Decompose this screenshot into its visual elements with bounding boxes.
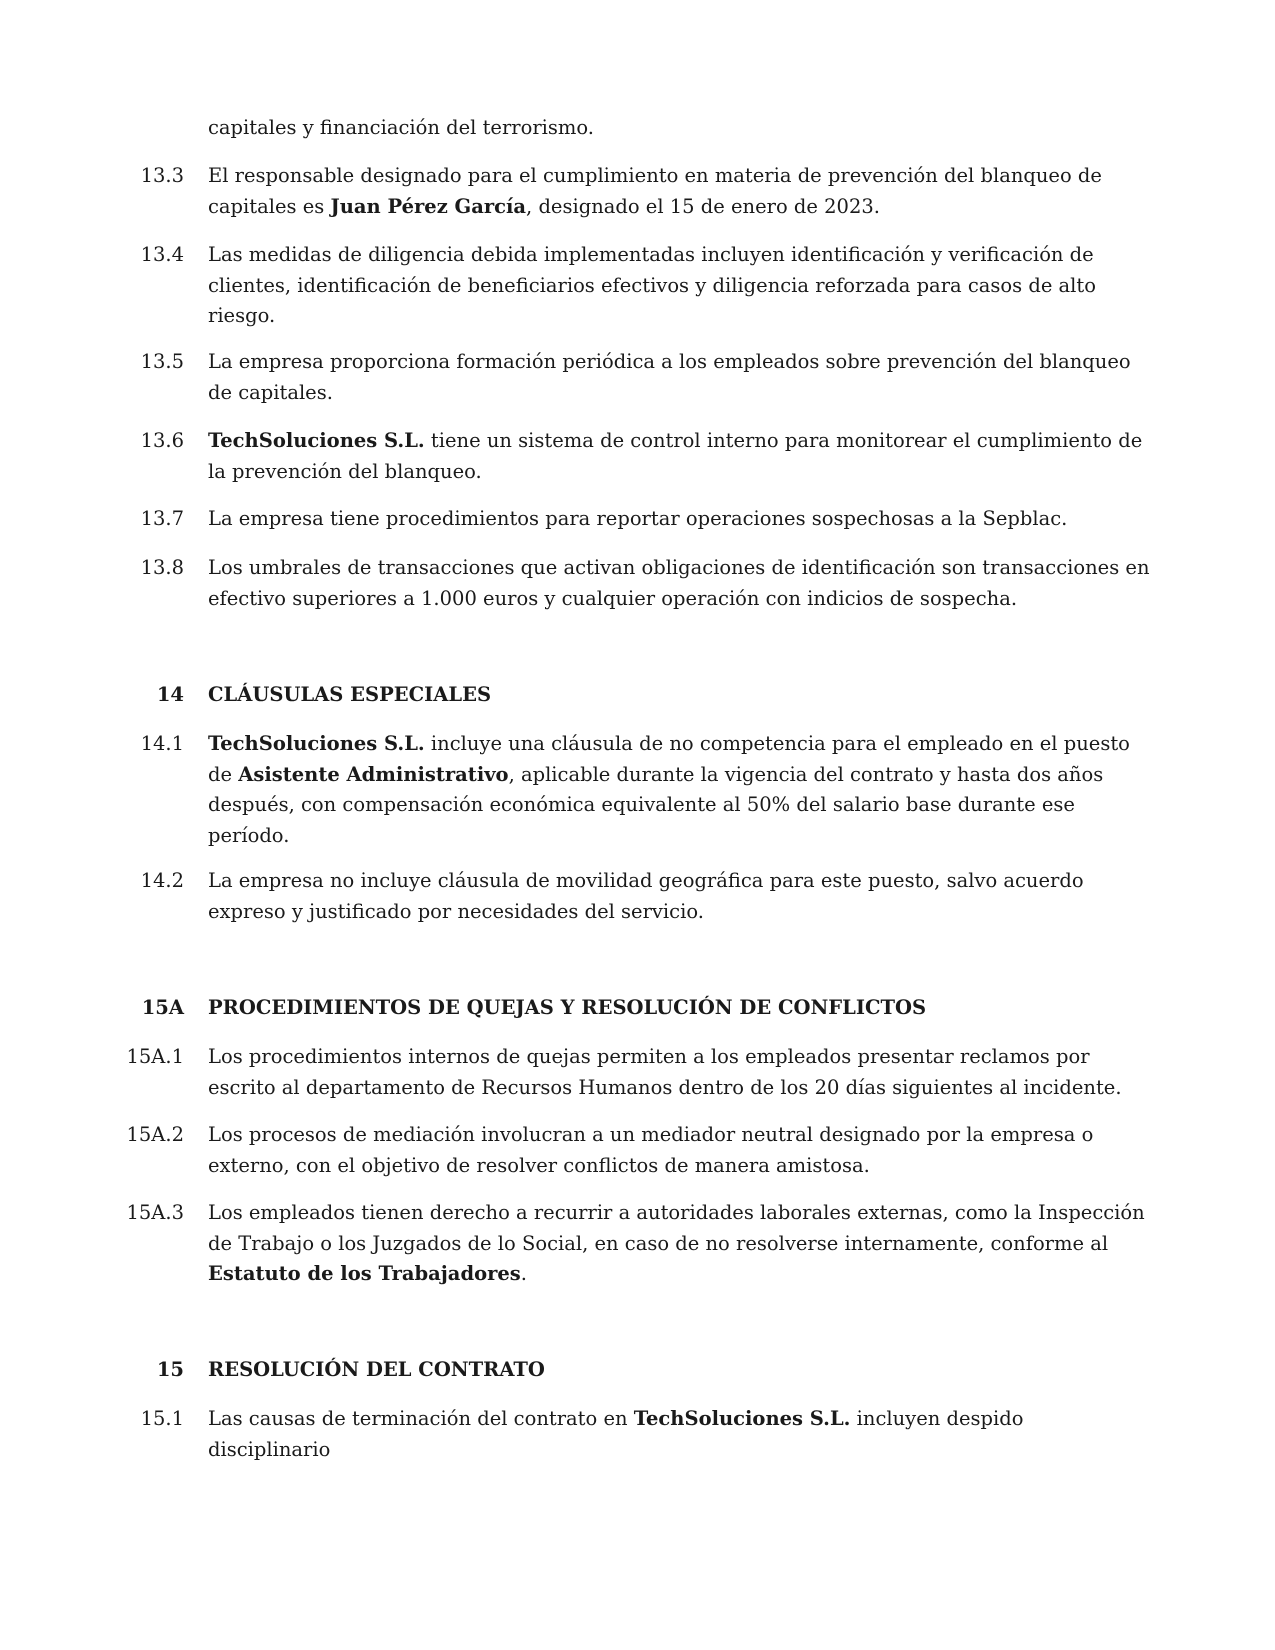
section-15-heading: [120, 1355, 1150, 1386]
clause-14-1: [120, 729, 1150, 851]
clause-14-2: [120, 866, 1150, 927]
continuation-paragraph: [120, 113, 1150, 144]
clause-number: 15.1: [140, 1407, 184, 1430]
clause-number: 14.1: [140, 732, 184, 755]
clause-number: 13.4: [140, 243, 184, 266]
section-number: 14: [156, 683, 184, 706]
clause-13-8: [120, 553, 1150, 614]
clause-13-7: [120, 504, 1150, 535]
section-title: RESOLUCIÓN DEL CONTRATO: [208, 1358, 545, 1381]
job-title: Asistente Administrativo: [238, 762, 509, 786]
empty-number: [120, 113, 208, 144]
clause-text: Las medidas de diligencia debida implementadas incluyen identificación y verificación de clientes, identificación de beneficiarios efectivos y diligencia reforzada para casos de alto riesgo.: [208, 243, 1096, 327]
clause-number: 13.8: [140, 556, 184, 579]
clause-number: 13.3: [140, 164, 184, 187]
section-15a-heading: [120, 993, 1150, 1024]
clause-text: La empresa no incluye cláusula de movilidad geográfica para este puesto, salvo acuerdo expreso y justificado por necesidades del servicio.: [208, 869, 1084, 923]
clause-13-6: [120, 426, 1150, 487]
clause-number: 14.2: [140, 869, 184, 892]
clause-text: [208, 1198, 1150, 1290]
clause-13-4: [120, 240, 1150, 332]
clause-text: Los procesos de mediación involucran a un mediador neutral designado por la empresa o externo, con el objetivo de resolver conflictos de manera amistosa.: [208, 1123, 1094, 1177]
company-name: TechSoluciones S.L.: [208, 732, 425, 755]
clause-number: 13.7: [140, 507, 184, 530]
clause-15a-2: [120, 1120, 1150, 1181]
section-number: 15A: [141, 996, 184, 1019]
clause-number: 15A.2: [126, 1123, 184, 1146]
clause-number: 15A.3: [126, 1201, 184, 1224]
clause-13-5: [120, 347, 1150, 408]
clause-text-part: incluye una cláusula de no competencia para el empleado en el puesto de: [208, 732, 1130, 786]
clause-text-part: .: [520, 1262, 527, 1285]
section-14-heading: [120, 680, 1150, 711]
clause-text: Los umbrales de transacciones que activan obligaciones de identificación son transacciones en efectivo superiores a 1.000 euros y cualquier operación con indicios de sospecha.: [208, 556, 1150, 610]
section-number: 15: [156, 1358, 184, 1381]
clause-text: La empresa tiene procedimientos para reportar operaciones sospechosas a la Sepblac.: [208, 507, 1068, 530]
clause-text-part: El responsable designado para el cumplimiento en materia de prevención del blanqueo de capitales es: [208, 164, 1102, 218]
paragraph-text: capitales y financiación del terrorismo.: [208, 116, 594, 139]
responsible-name: Juan Pérez García: [330, 194, 527, 218]
section-title: CLÁUSULAS ESPECIALES: [208, 683, 492, 706]
clause-text-part: Las causas de terminación del contrato en: [208, 1407, 634, 1430]
clause-text: Los procedimientos internos de quejas permiten a los empleados presentar reclamos por escrito al departamento de Recursos Humanos dentro de los 20 días siguientes al incidente.: [208, 1045, 1122, 1099]
clause-text-part: , designado el 15 de enero de 2023.: [526, 194, 880, 218]
clause-15a-3: [120, 1198, 1150, 1290]
clause-text-part: tiene un sistema de control interno para monitorear el cumplimiento de la prevención del blanqueo.: [208, 429, 1143, 483]
company-name: TechSoluciones S.L.: [208, 429, 425, 452]
clause-text-part: , aplicable durante la vigencia del contrato y hasta dos años después, con compensación económica equivalente al 50% del salario base durante ese período.: [208, 762, 1104, 847]
clause-text: [208, 1404, 1150, 1465]
clause-text: La empresa proporciona formación periódica a los empleados sobre prevención del blanqueo de capitales.: [208, 350, 1131, 404]
clause-text-part: Los empleados tienen derecho a recurrir a autoridades laborales externas, como la Inspección de Trabajo o los Juzgados de lo Social, en caso de no resolverse internamente, conforme al: [208, 1201, 1145, 1255]
clause-text: [208, 729, 1150, 851]
clause-number: 13.6: [140, 429, 184, 452]
clause-text: [208, 426, 1150, 487]
section-title: PROCEDIMIENTOS DE QUEJAS Y RESOLUCIÓN DE CONFLICTOS: [208, 996, 927, 1019]
clause-text: [208, 161, 1150, 222]
clause-15-1: [120, 1404, 1150, 1465]
company-name: TechSoluciones S.L.: [633, 1407, 851, 1430]
clause-13-3: [120, 161, 1150, 222]
clause-15a-1: [120, 1042, 1150, 1103]
statute-name: Estatuto de los Trabajadores: [208, 1262, 521, 1285]
clause-number: 15A.1: [126, 1045, 184, 1068]
clause-text-part: incluyen despido disciplinario: [208, 1407, 1024, 1461]
clause-number: 13.5: [140, 350, 184, 373]
